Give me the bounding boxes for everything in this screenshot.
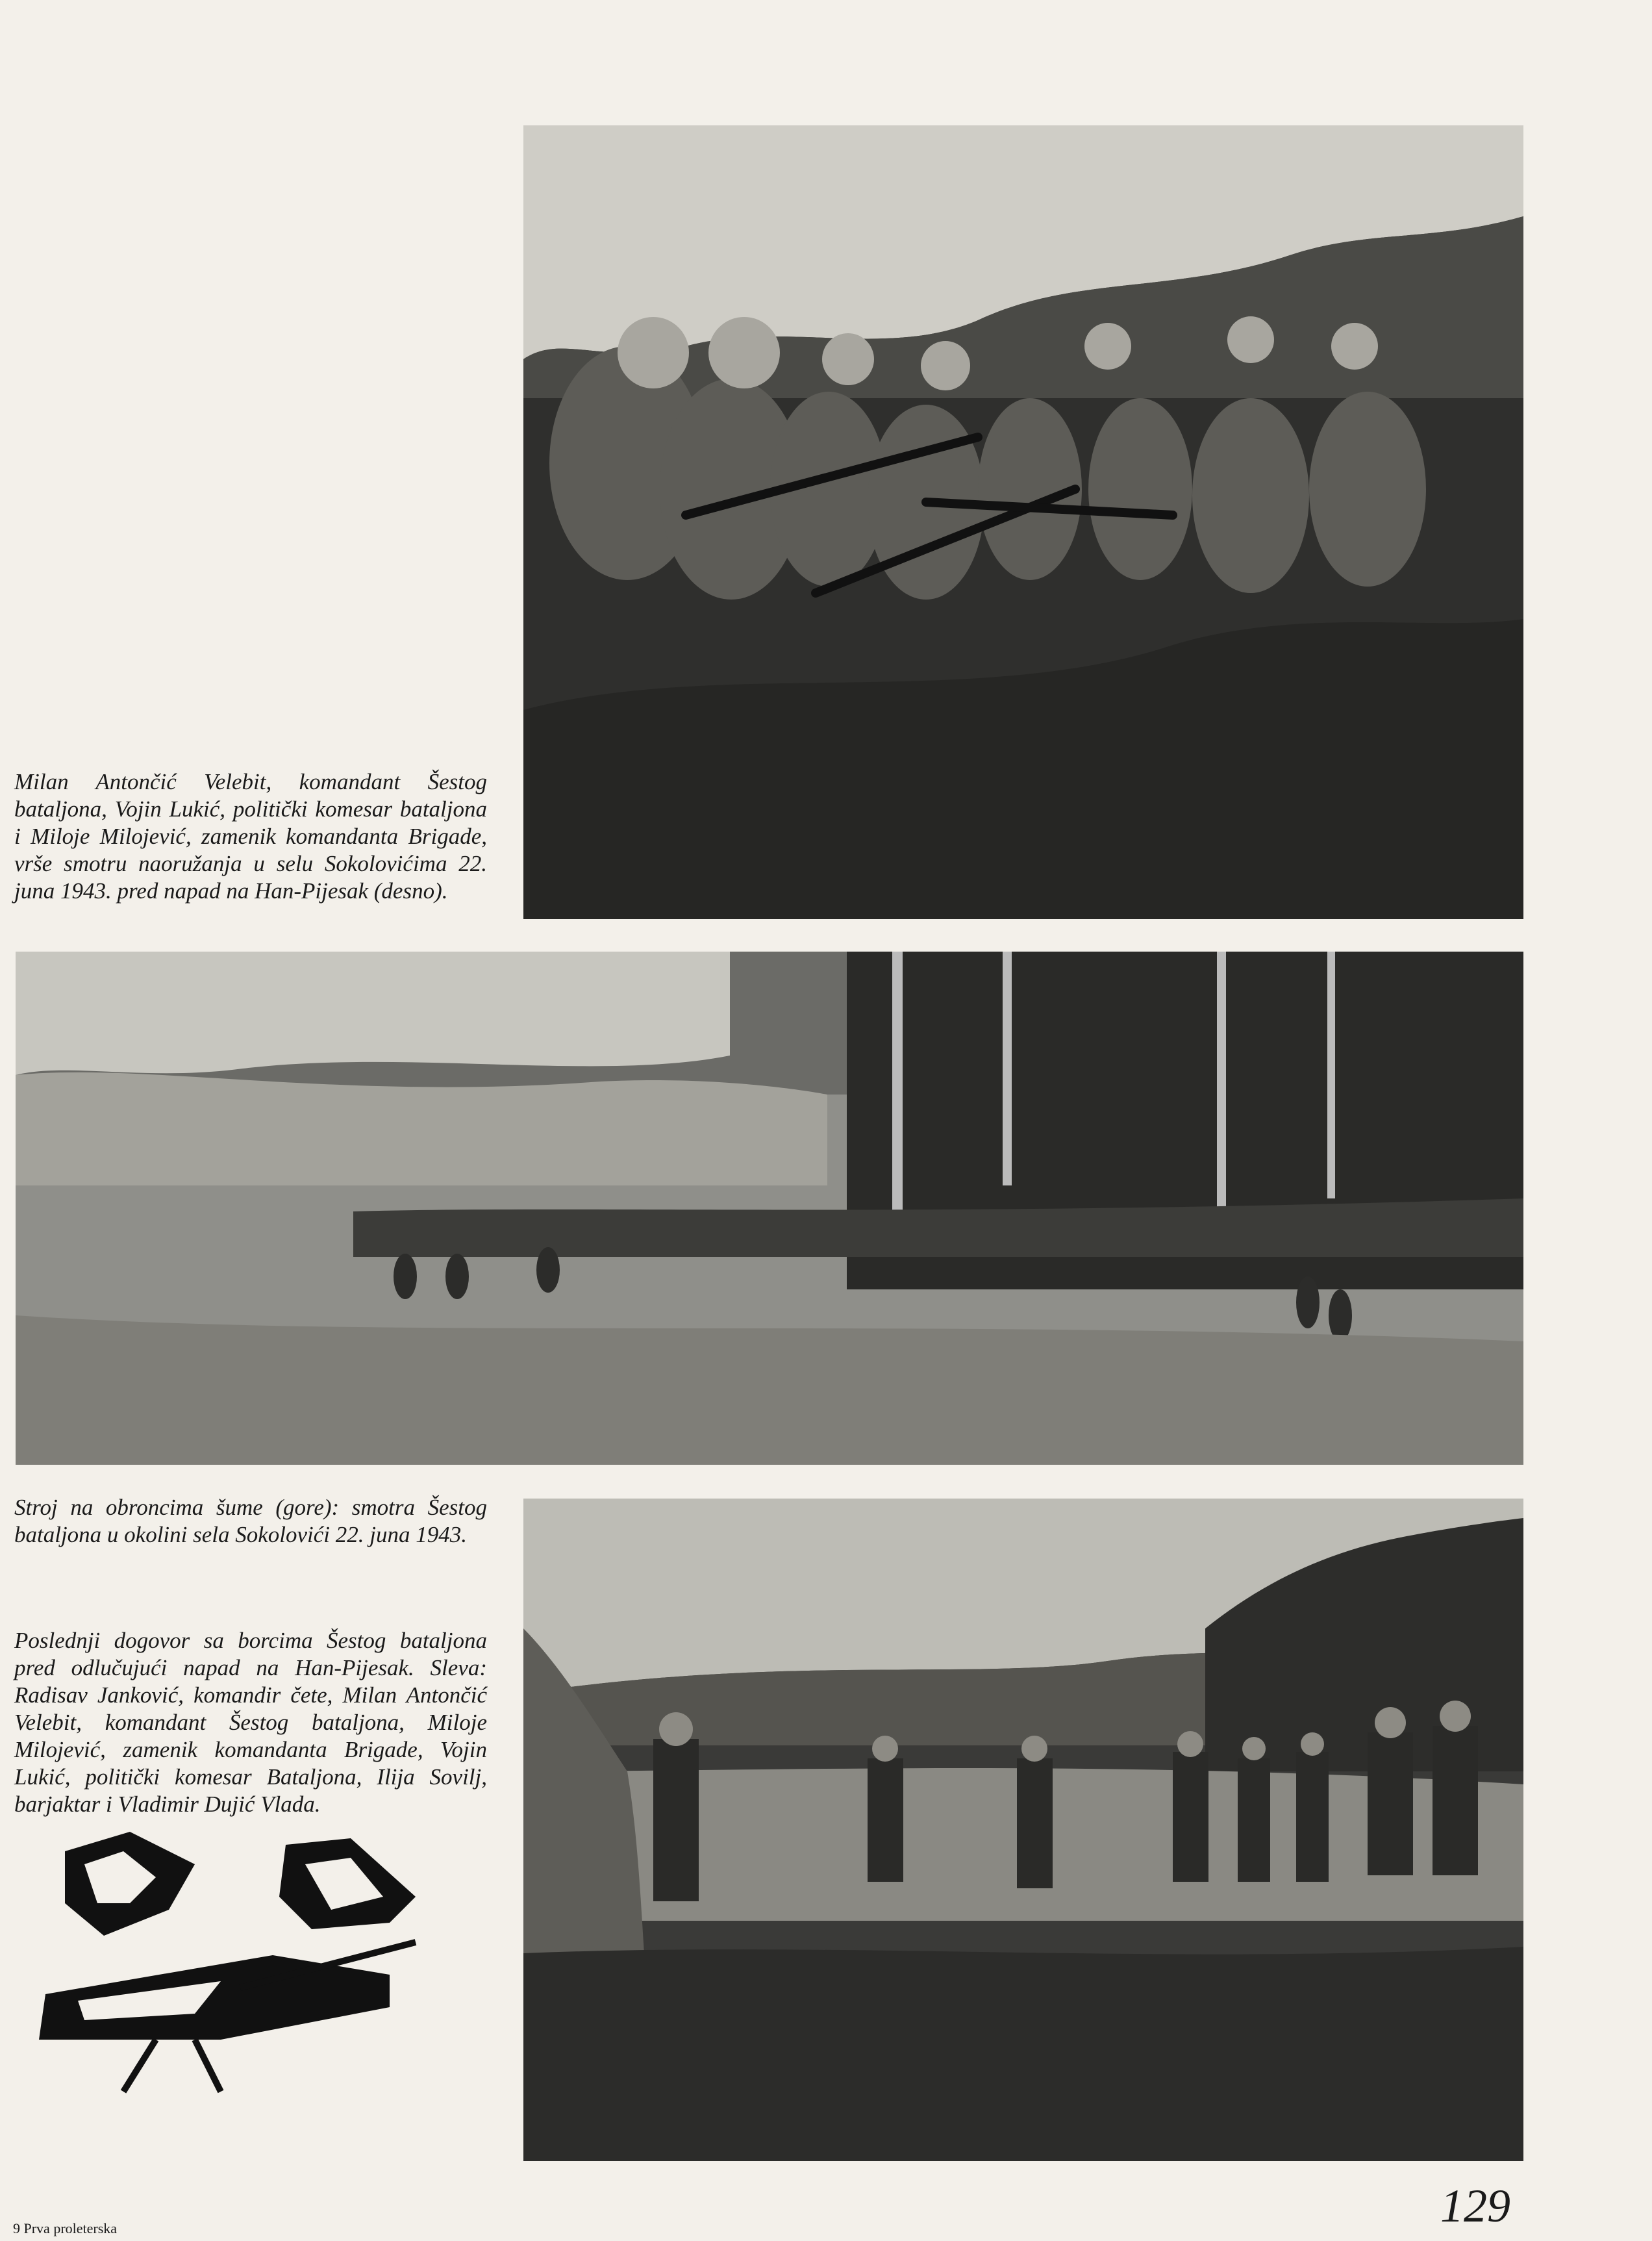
final-meeting-photo <box>523 1499 1523 2161</box>
top-photo-caption: Milan Antončić Velebit, komandant Šestog bataljona, Vojin Lukić, politički komesar bataljona i Miloje Milojević, zamenik komandanta Brigade, vrše smotru naoružanja u selu Sokolovićima 22. juna 1943. pred napad na Han-Pijesak (desno). <box>14 769 487 904</box>
bottom-photo-caption: Poslednji dogovor sa borcima Šestog bataljona pred odlučujući napad na Han-Pijesak. Sleva: Radisav Janković, komandir čete, Milan Antončić Velebit, komandant Šestog bataljona, Miloje Milojević, zamenik komandanta Brigade, Vojin Lukić, politički komesar Bataljona, Ilija Sovilj, barjaktar i Vladimir Dujić Vlada. <box>14 1628 487 1817</box>
battalion-formation-photo <box>16 952 1523 1465</box>
page-number: 129 <box>1440 2180 1510 2232</box>
machine-gun-sketch <box>26 1825 442 2098</box>
footer-signature: 9 Prva proleterska <box>13 2220 118 2236</box>
middle-photo-caption: Stroj na obroncima šume (gore): smotra Šestog bataljona u okolini sela Sokolovići 22. juna 1943. <box>14 1495 487 1547</box>
weapons-inspection-photo <box>523 125 1523 919</box>
